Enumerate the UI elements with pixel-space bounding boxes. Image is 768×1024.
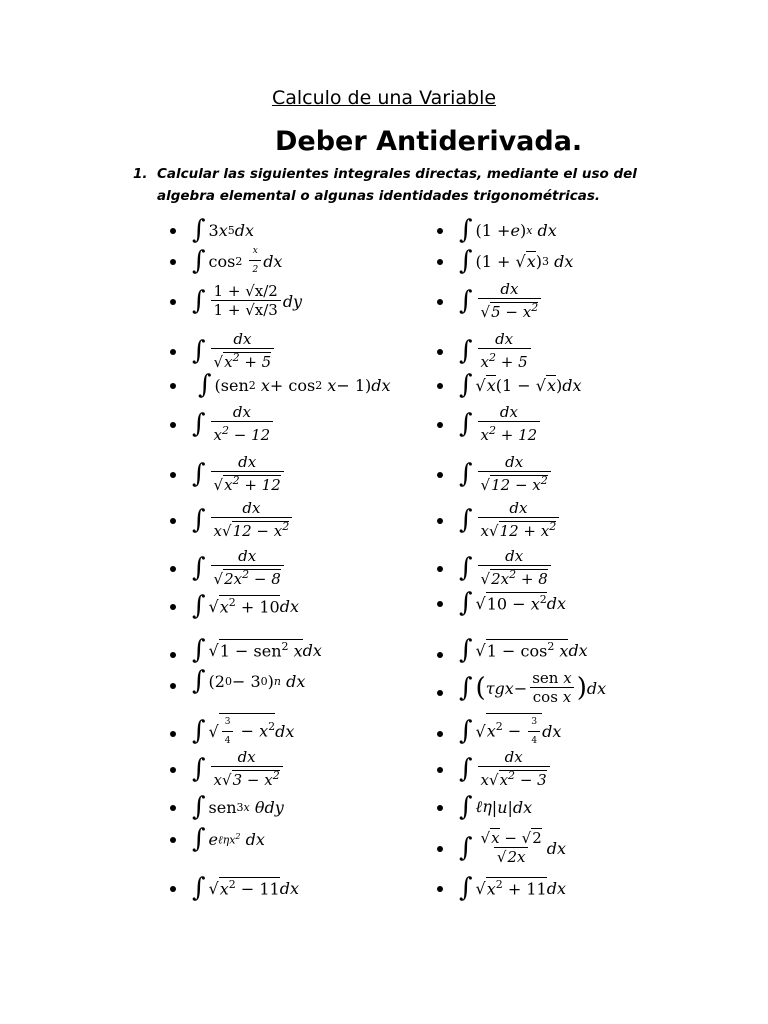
bullet <box>170 472 176 478</box>
integral-left-14: ∫ $\frac{dx}{x√3 - x^2}$ <box>192 746 285 792</box>
bullet <box>170 731 176 737</box>
bullet <box>170 349 176 355</box>
bullet <box>170 683 176 689</box>
bullet <box>170 604 176 610</box>
instruction-line-2: algebra elemental o algunas identidades trigonométricas. <box>157 188 601 204</box>
bullet <box>437 601 443 607</box>
bullet <box>437 805 443 811</box>
integral-left-6: ∫ $\frac{dx}{x^2 - 12}$ <box>192 401 275 447</box>
bullet <box>170 767 176 773</box>
bullet <box>437 383 443 389</box>
instruction <box>133 163 637 207</box>
instruction-number: 1. <box>133 166 148 182</box>
bullet <box>437 259 443 265</box>
integral-right-16: ∫ $\frac{√x - √2}{√2x}$ dx <box>459 829 567 866</box>
bullet <box>437 518 443 524</box>
bullet <box>170 837 176 843</box>
integral-right-11: ∫ √ $1 - \cos^2 x$ dx <box>459 635 588 665</box>
bullet <box>170 228 176 234</box>
bullet <box>170 566 176 572</box>
integral-right-12: ∫ ( τgx − $\frac{\text{sen x}}{\text{cos x}}$ ) dx <box>459 669 607 706</box>
integral-left-2: ∫ cos 2 $\frac{x}{2}$ dx <box>192 238 282 284</box>
bullet <box>170 652 176 658</box>
bullet <box>437 299 443 305</box>
integral-left-16: ∫ e ℓηx$^2$ dx <box>192 824 265 854</box>
bullet <box>437 472 443 478</box>
bullet <box>170 422 176 428</box>
bullet <box>170 259 176 265</box>
integral-left-11: ∫ √ 1 − sen$^2$ x dx <box>192 635 322 665</box>
bullet <box>437 846 443 852</box>
integral-left-4: ∫ $\frac{dx}{√x^2 + 5}$ <box>192 328 276 374</box>
integral-right-15: ∫ ℓη | u | dx <box>459 792 533 822</box>
integral-left-5: ∫ (sen 2 x + cos 2 x − 1) dx <box>198 370 391 400</box>
bullet <box>170 299 176 305</box>
integral-right-10: ∫ √ $10 - x^2$ dx <box>459 588 566 618</box>
bullet <box>437 652 443 658</box>
integral-left-7: ∫ $\frac{dx}{√x^2 + 12}$ <box>192 451 286 497</box>
integral-left-12: ∫ (2 0 − 3 0 ) n dx <box>192 666 306 696</box>
bullet <box>170 383 176 389</box>
bullet <box>437 566 443 572</box>
integral-right-2: ∫ (1 + √ x ) 3 dx <box>459 246 574 276</box>
integral-right-3: ∫ $\frac{dx}{√5 - x^2}$ <box>459 278 543 324</box>
integral-left-8: ∫ $\frac{dx}{x√12 - x^2}$ <box>192 497 294 543</box>
integral-left-9: ∫ $\frac{dx}{√2x^2 - 8}$ <box>192 545 286 591</box>
integral-right-4: ∫ $\frac{dx}{x^2 + 5}$ <box>459 328 533 374</box>
integral-right-7: ∫ $\frac{dx}{√12 - x^2}$ <box>459 451 553 497</box>
bullet <box>437 767 443 773</box>
integral-right-17: ∫ √ $x^2 + 11$ dx <box>459 873 566 903</box>
bullet <box>437 690 443 696</box>
integral-right-14: ∫ $\frac{dx}{x√x^2 - 3}$ <box>459 746 552 792</box>
bullet <box>437 422 443 428</box>
integral-right-5: ∫ √ x (1 − √ x ) dx <box>459 370 582 400</box>
integral-left-10: ∫ √ $x^2 + 10$ dx <box>192 591 299 621</box>
integral-right-9: ∫ $\frac{dx}{√2x^2 + 8}$ <box>459 545 553 591</box>
integral-right-8: ∫ $\frac{dx}{x√12 + x^2}$ <box>459 497 561 543</box>
bullet <box>437 886 443 892</box>
course-title: Calculo de una Variable <box>271 87 497 109</box>
integral-right-6: ∫ $\frac{dx}{x^2 + 12}$ <box>459 401 542 447</box>
bullet <box>170 805 176 811</box>
instruction-line-1: Calcular las siguientes integrales directas, mediante el uso del <box>157 166 637 182</box>
bullet <box>437 349 443 355</box>
bullet <box>170 886 176 892</box>
bullet <box>170 518 176 524</box>
integral-left-3: ∫ $\frac{1 + √x/2}{1 + √x/3}$ dy <box>192 282 303 319</box>
bullet <box>437 731 443 737</box>
integral-right-13: ∫ √ $x^2$ − $\frac{3}{4}$ dx <box>459 708 561 754</box>
integral-left-15: ∫ sen 3x θdy <box>192 792 284 822</box>
integral-left-1: ∫ 3 x 5 dx <box>192 215 255 245</box>
bullet <box>437 228 443 234</box>
integral-left-17: ∫ √ $x^2 - 11$ dx <box>192 873 299 903</box>
page-title: Deber Antiderivada. <box>275 126 583 157</box>
integral-left-13: ∫ √ $\frac{3}{4}$ − $x^2$ dx <box>192 708 294 754</box>
integral-right-1: ∫ (1 + e ) x dx <box>459 215 557 245</box>
